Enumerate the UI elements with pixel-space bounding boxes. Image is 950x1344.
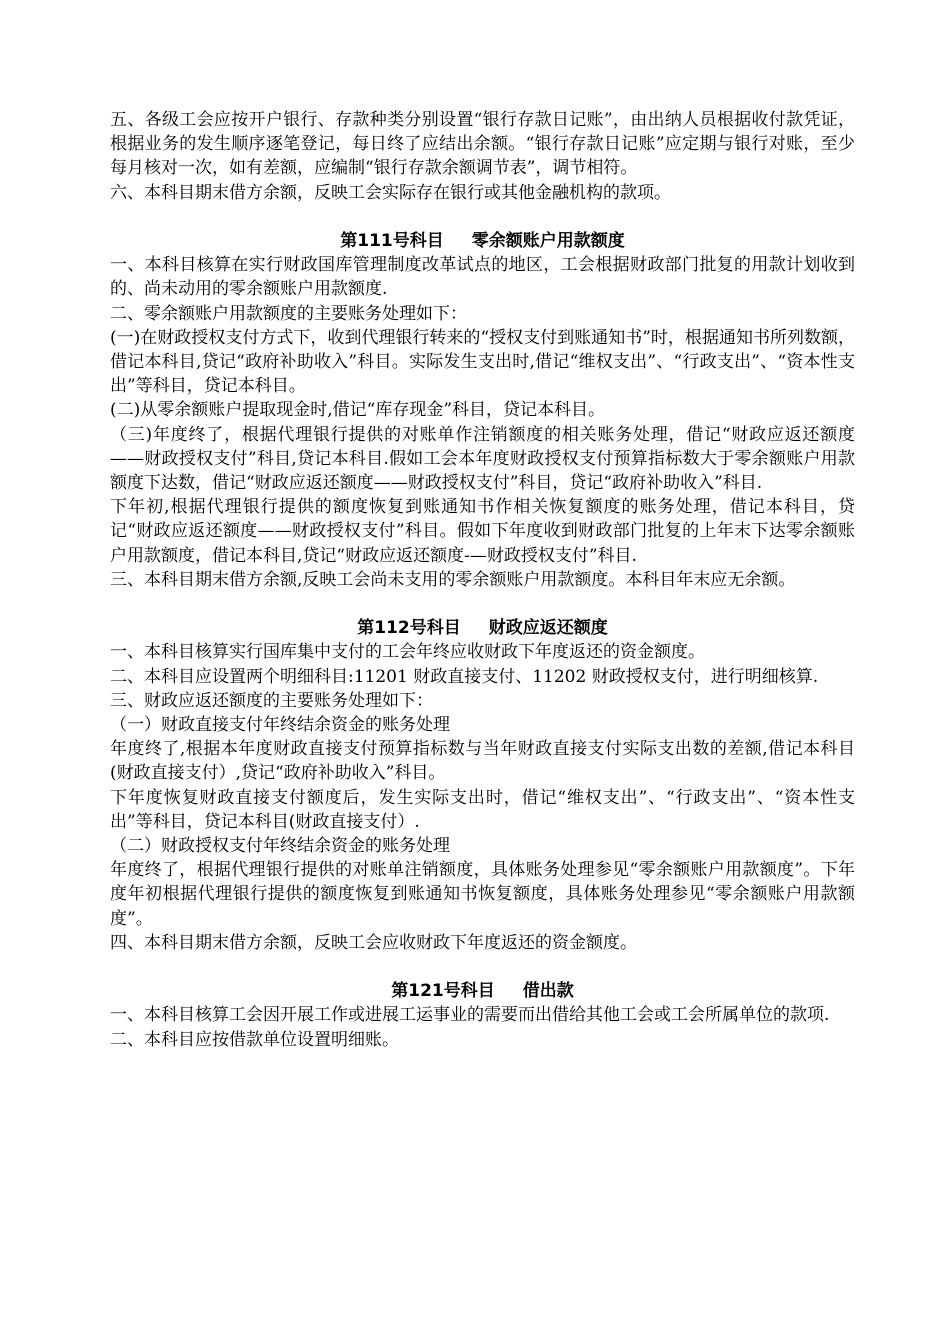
spacer [110,205,855,229]
heading-number: 第111号科目 [340,231,444,251]
paragraph-112-8: 年度终了，根据代理银行提供的对账单注销额度，具体账务处理参见“零余额账户用款额度”。下年度年初根据代理银行提供的额度恢复到账通知书恢复额度，具体账务处理参见“零余额账户用款额度”。 [110,860,855,929]
paragraph-110-5: 五、各级工会应按开户银行、存款种类分别设置“银行存款日记账”，由出纳人员根据收付款凭证，根据业务的发生顺序逐笔登记，每日终了应结出余额。“银行存款日记账”应定期与银行对账，至少每月核对一次，如有差额，应编制“银行存款余额调节表”，调节相符。 [110,110,855,179]
section-heading-121 [110,979,855,1003]
paragraph-112-6: 下年度恢复财政直接支付额度后，发生实际支出时，借记“维权支出”、“行政支出”、“资本性支出”等科目，贷记本科目(财政直接支付）. [110,787,855,832]
spacer [110,955,855,979]
heading-title: 借出款 [522,981,574,1002]
paragraph-112-7: （二）财政授权支付年终结余资金的账务处理 [110,836,450,857]
paragraph-112-2: 二、本科目应设置两个明细科目:11201 财政直接支付、11202 财政授权支付，进行明细核算. [110,666,819,687]
paragraph-111-6: 下年初,根据代理银行提供的额度恢复到账通知书作相关恢复额度的账务处理，借记本科目，贷记“财政应返还额度——财政授权支付”科目。假如下年度收到财政部门批复的上年末下达零余额账户用款额度，借记本科目,贷记“财政应返还额度-—财政授权支付”科目. [110,497,855,566]
paragraph-121-1: 一、本科目核算工会因开展工作或进展工运事业的需要而出借给其他工会或工会所属单位的款项. [110,1005,830,1026]
heading-number: 第121号科目 [391,981,495,1002]
paragraph-111-7: 三、本科目期末借方余额,反映工会尚未支用的零余额账户用款额度。本科目年末应无余额。 [110,569,796,590]
paragraph-111-5: （三)年度终了，根据代理银行提供的对账单作注销额度的相关账务处理，借记“财政应返还额度——财政授权支付”科目,贷记本科目.假如工会本年度财政授权支付预算指标数大于零余额账户用款额度下达数，借记“财政应返还额度——财政授权支付”科目，贷记“政府补助收入”科目. [110,424,855,494]
paragraph-112-4: （一）财政直接支付年终结余资金的账务处理 [110,715,450,736]
paragraph-110-6: 六、本科目期末借方余额，反映工会实际存在银行或其他金融机构的款项。 [110,182,671,203]
spacer [110,592,855,616]
document-page [110,108,855,1052]
paragraph-112-5: 年度终了,根据本年度财政直接支付预算指标数与当年财政直接支付实际支出数的差额,借记本科目(财政直接支付）,贷记“政府补助收入”科目。 [110,739,855,784]
section-heading-112 [110,616,855,640]
heading-number: 第112号科目 [357,618,461,639]
paragraph-112-9: 四、本科目期末借方余额，反映工会应收财政下年度返还的资金额度。 [110,932,637,953]
paragraph-111-4: (二)从零余额账户提取现金时,借记“库存现金”科目，贷记本科目。 [110,400,606,421]
section-heading-111 [110,229,855,253]
paragraph-121-2: 二、本科目应按借款单位设置明细账。 [110,1029,399,1050]
heading-title: 财政应返还额度 [488,618,608,639]
paragraph-111-2: 二、零余额账户用款额度的主要账务处理如下： [110,303,467,324]
paragraph-112-3: 三、财政应返还额度的主要账务处理如下： [110,690,433,711]
paragraph-111-3: (一)在财政授权支付方式下，收到代理银行转来的“授权支付到账通知书”时，根据通知书所列数额，借记本科目,贷记“政府补助收入”科目。实际发生支出时,借记“维权支出”、“行政支出”、“资本性支出”等科目，贷记本科目。 [110,327,855,397]
paragraph-112-1: 一、本科目核算实行国库集中支付的工会年终应收财政下年度返还的资金额度。 [110,642,705,663]
paragraph-111-1: 一、本科目核算在实行财政国库管理制度改革试点的地区，工会根据财政部门批复的用款计划收到的、尚未动用的零余额账户用款额度. [110,255,855,300]
heading-title: 零余额账户用款额度 [471,231,625,251]
